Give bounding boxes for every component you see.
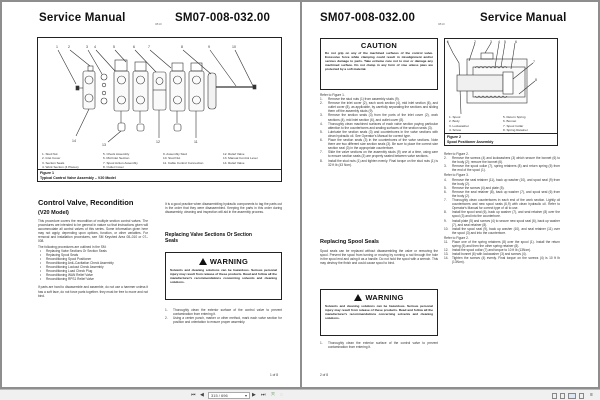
page-number: 2 of 8	[320, 373, 328, 377]
legend-col-1: 1. Stud Nut 2. Inlet Cover 3. Section Seals 4. Work Section (4 Places)	[42, 152, 79, 169]
step-item: 3. Remove the spool collar (7), spring retainers (8) and return spring (5) from the end of the spool (1).	[444, 164, 560, 173]
header-date: 0810	[155, 22, 162, 26]
steps-list	[165, 308, 282, 324]
step-item: 14. Tighten the screws (4) evenly. Final torque on the screws (4) is 10 ft lb (13N•m).	[444, 256, 560, 265]
step-item: 1. Thoroughly clean the exterior surface of the control valve to prevent contamination from entering it.	[320, 341, 438, 350]
svg-text:6: 6	[515, 40, 517, 44]
subsection-heading: Replacing Valve Sections Or Section Seals	[165, 232, 252, 244]
fit-page-icon[interactable]: ⤧	[271, 392, 276, 398]
list-item: • Replacing Valve Sections Or Section Seals	[38, 249, 148, 253]
warning-box: WARNING Solvents and cleaning solutions can be hazardous. Serious personal injury may result from release of these products. Read and follow all the manufacturer's recommendations concerning solvents and cleaning solutions.	[165, 252, 282, 300]
step-item: 9. Install plate (5) and screws (4) to secure new spool seal (6), back up washer (7), and seal retainer (8).	[444, 218, 560, 227]
intro-paragraph: This procedure covers the recondition of multiple section control valves. The procedures are intended to be general in nature so that instructions given will accommodate all control valves of this series. Some information given here may not apply, depending upon options, function, or other variables. For removal and installation procedures, see SM Keyshed Area 08–010 or 07–008.	[38, 219, 148, 244]
single-page-view-icon[interactable]	[552, 393, 557, 399]
header-title: Service Manual	[480, 12, 567, 24]
rotate-icon[interactable]: ◌	[280, 392, 283, 398]
header-doc-number: SM07-008-032.00	[175, 12, 271, 24]
svg-text:7: 7	[148, 45, 150, 49]
step-item: 2. Remove the screws (4) and lockwashers (3) which secure the bonnet (6) to the body (2); remove the bonnet (6).	[444, 156, 560, 165]
warning-text: Solvents and cleaning solutions can be hazardous. Serious personal injury may result from release of these products. Read and follow all the manufacturer's recommendations concerning solvents and cleaning solutions.	[170, 268, 277, 284]
two-page-view-icon[interactable]	[568, 393, 576, 399]
step-item: 11. Place one of the spring retainers (8) over the spool (1). Install the return spring (5) and then the other spring retainer (8).	[444, 239, 560, 249]
step-item: 2. Using a center punch, marker or other method, mark each valve section for position and orientation to ensure proper assembly.	[165, 316, 282, 325]
step-item: 6. Remove the seal retainer (8), back up washer (7), and spool seal (6) from the body (2).	[444, 189, 560, 198]
step-item: 5. Lubricate the section seals (3) and counterbores in the valve sections with clean hydraulic oil. See Operator's Manual for correct type.	[320, 129, 438, 138]
svg-text:1: 1	[447, 40, 449, 44]
svg-text:4: 4	[94, 45, 96, 49]
header-doc-number: SM07-008-032.00	[320, 12, 416, 24]
control-valve-diagram	[38, 38, 283, 148]
step-item: 4. Remove the seal retainer (11), back up washer (10), and spool seal (9) from the body (2).	[444, 177, 560, 186]
right-column-intro: It is a good practice when disassembling hydraulic components to tag the parts out in the order that they were disassembled. Keeping the parts in this order during disassembly, cleaning and inspection will aid in the assembly process.	[165, 202, 282, 215]
svg-text:2: 2	[474, 40, 476, 44]
svg-text:7: 7	[533, 60, 535, 64]
svg-text:10: 10	[232, 45, 236, 49]
warning-box: WARNING Solvents and cleaning solutions can be hazardous. Serious personal injury may result from release of these products. Read and follow all the manufacturer's recommendations concerning solvents and cleaning solutions.	[320, 289, 438, 336]
caution-box	[320, 38, 438, 90]
svg-text:4: 4	[498, 40, 500, 44]
caution-text: Do not grip on any of the machined surfaces of the control valve. Excessive force while clamping could result in misalignment and/or serious damage to parts. Take extreme care not to mar or damage any machined surface. Do not clamp in any form of vise unless jaws are protected by a soft material.	[325, 51, 433, 71]
warning-text: Solvents and cleaning solutions can be hazardous. Serious personal injury may result from release of these products. Read and follow all the manufacturer's recommendations concerning solvents and cleaning solutions.	[325, 304, 433, 320]
left-column-text	[38, 219, 148, 298]
svg-text:6: 6	[133, 45, 135, 49]
list-item: • Reconditioning RPS1 Relief Valve	[38, 277, 148, 281]
step-item: 10. Install the spool seal (9), back up washer (10), and seal retainer (11) over the spool (3) and into the counterbore.	[444, 226, 560, 235]
svg-text:12: 12	[156, 140, 160, 144]
step-item: 6. Place the section seals (3) in the counterbores of the valve sections. Note there are two different size section seals (3). Be sure to place the correct size section seal (3) in the appropriate counterbore.	[320, 138, 438, 151]
svg-text:13: 13	[102, 143, 106, 147]
svg-text:5: 5	[113, 45, 115, 49]
list-item: • Reconditioning Lockout Check Assembly	[38, 265, 148, 269]
svg-text:3: 3	[490, 40, 492, 44]
legend-col-2: 5. Check Assembly 6. Mid Inlet Section 7. Spool Action Assembly 8. Outlet Cover	[103, 152, 138, 169]
spool-positioner-diagram	[445, 39, 559, 114]
callout-1: 1	[56, 45, 58, 49]
list-item: • Replacing Spool Seals	[38, 253, 148, 257]
step-item: 7. Slide the valve sections on the assembly studs (9) one at a time, using care to ensure section seals (3) are properly seated between valve sections.	[320, 150, 438, 159]
figure-2-caption: Figure 2 Spool Positioner Assembly	[445, 133, 557, 145]
step-item: 8. Install the stud nuts (1) and tighten evenly. Final torque on the stud nuts (1) is 32 ft lb (43 N•m).	[320, 158, 438, 167]
list-item: • Reconditioning Anti–Cavitation Check Assembly	[38, 261, 148, 265]
two-page-continuous-view-icon[interactable]	[579, 393, 584, 399]
step-item: 8. Install the spool seal (6), back up washer (7), and seal retainer (8) over the spool (3) and into the counterbore.	[444, 210, 560, 219]
step-item: 4. Thoroughly clean machined surfaces of each valve section paying particular attention to the counterbores and sealing surfaces of the section seals (3).	[320, 121, 438, 130]
dropdown-arrow-icon[interactable]: ▾	[244, 392, 247, 398]
viewer-toolbar	[0, 389, 600, 400]
next-page-button[interactable]: ▶	[252, 392, 256, 398]
page-2	[302, 2, 598, 387]
step-item: 1. Remove the stud nuts (1) from assembly studs (9).	[320, 97, 400, 102]
legend-col-4: 12. Relief Valve 13. Manual Control Lever 14. Relief Valve	[223, 152, 258, 165]
legend-col-3: 9. Assembly Stud 10. Stud Nut 11. Cable Control Connection	[163, 152, 204, 165]
header-date: 0810	[438, 22, 445, 26]
page-number: 1 of 8	[270, 373, 278, 377]
section-heading: Control Valve, Recondition	[38, 198, 134, 207]
warning-icon	[354, 294, 362, 301]
warning-icon	[199, 258, 207, 265]
steps-column-c: Refer to Figure 2. 2. Remove the screws (4) and lockwashers (3) which secure the bonnet (6) to the body (2); remove the bonnet (6). 3. Remove the spool collar (7), spring retainers (8) and return spring (5) from the end of the spool (1). Refer to Figure 3. 4. Remove the seal retainer (11), back up washer (10), and spool seal (9) from the body (2). 5. Remove the screws (4) and plate (5). 6. Remove the seal retainer (8), back up washer (7), and spool seal (6) from the body (2). 7. Thoroughly clean counterbores in each end of the work section. Lightly oil counterbores and new spool seals (6,9) with clean hydraulic oil. Refer to Operator's Manual for correct type of oil to use. 8. Install the spool seal (6), back up washer (7), and seal retainer (8) over the spool (3) and into the counterbore. 9. Install plate (5) and screws (4) to secure new spool seal (6), back up washer (7), and seal retainer (8). 10. Install the spool seal (9), back up washer (10), and seal retainer (11) over the spool (3) and into the counterbore. Refer to Figure 2. 11. Place one of the spring retainers (8) over the spool (1). Install the return spring (5) and then the other spring retainer (8). 12. Install the spool collar (7) and torque to 10 ft lb (13N•m). 13. Install bonnet (6) with lockwasher (3) and screws (4). 14. Tighten the screws (4) evenly. Final torque on the screws (4) is 10 ft lb (13N•m).	[444, 152, 560, 265]
figure-1	[37, 37, 282, 182]
figure-2	[444, 38, 558, 146]
svg-text:9: 9	[208, 45, 210, 49]
steps-column-a: Refer to Figure 1. 1. Remove the stud nuts (1) from assembly studs (9). 2. Remove the inlet cover (2), each work section (4), mid inlet section (6), and outlet cover (8), as applicable, by carefully separating the sections and sliding them off the assembly studs (9). 3. Remove the section seals (3) from the ports of the inlet cover (2), work sections (4), mid inlet section (6), and outlet cover (8). 4. Thoroughly clean machined surfaces of each valve section paying particular attention to the counterbores and sealing surfaces of the section seals (3). 5. Lubricate the section seals (3) and counterbores in the valve sections with clean hydraulic oil. See Operator's Manual for correct type. 6. Place the section seals (3) in the counterbores of the valve sections. Note there are two different size section seals (3). Be sure to place the correct size section seal (3) in the appropriate counterbore. 7. Slide the valve sections on the assembly studs (9) one at a time, using care to ensure section seals (3) are properly seated between valve sections. 8. Install the stud nuts (1) and tighten evenly. Final torque on the stud nuts (1) is 32 ft lb (43 N•m).	[320, 93, 438, 167]
figure-1-caption: Figure 1 Typical Control Valve Assembly – V20 Model	[38, 169, 281, 181]
svg-text:5: 5	[504, 40, 506, 44]
svg-text:2: 2	[68, 45, 70, 49]
continuous-view-icon[interactable]	[560, 393, 565, 399]
list-item: • Reconditioning Spool Positioner	[38, 257, 148, 261]
procedures-list	[38, 249, 148, 282]
steps-column-b	[320, 341, 438, 349]
step-item: 12. Install the spool collar (7) and torque to 10 ft lb (13N•m).	[444, 248, 532, 253]
page-number-input[interactable]: 315 / 696 ▾	[208, 392, 250, 399]
subsection-heading: Replacing Spool Seals	[320, 239, 379, 245]
list-intro: The following procedures are outlined in the SM:	[38, 244, 107, 249]
step-item: 2. Remove the inlet cover (2), each work section (4), mid inlet section (6), and outlet cover (8), as applicable, by carefully separating the sections and sliding them off the assembly studs (9).	[320, 101, 438, 114]
svg-text:8: 8	[535, 78, 537, 82]
step-item: 5. Remove the screws (4) and plate (5).	[444, 185, 505, 190]
list-item: • Reconditioning WAN Relief Valve	[38, 273, 148, 277]
closing-paragraph: If parts are hard to disassemble and assemble, do not use a hammer unless it has a soft face, do not force parts together. they must be free to move and not bind.	[38, 285, 148, 298]
first-page-button[interactable]: ⏮	[191, 392, 196, 398]
caution-title: CAUTION	[360, 41, 398, 50]
svg-text:8: 8	[181, 45, 183, 49]
svg-text:3: 3	[86, 45, 88, 49]
last-page-button[interactable]: ⏭	[261, 392, 266, 398]
step-item: 3. Remove the section seals (3) from the ports of the inlet cover (2), work sections (4), mid inlet section (6), and outlet cover (8).	[320, 113, 438, 122]
list-item: • Reconditioning Load Check Plug	[38, 269, 148, 273]
svg-text:11: 11	[194, 140, 198, 144]
spool-intro: Spool seals can be replaced without disassembling the valve or removing the spool. Prevent the spool from turning or moving by running a rod through the hole in the spool end and using it as a handle. Do not hold the spool with a wrench. This may destroy the finish and could cause spool to bind.	[320, 249, 438, 266]
fig2-legend-col-1: 1. Spool 2. Body 3. Lockwasher 4. Screw	[449, 115, 469, 132]
page-1	[2, 2, 300, 387]
step-item: 13. Install bonnet (6) with lockwasher (3) and screws (4).	[444, 252, 527, 257]
menu-icon[interactable]: ≡	[590, 392, 593, 398]
step-item: 7. Thoroughly clean counterbores in each end of the work section. Lightly oil counterbores and new spool seals (6,9) with clean hydraulic oil. Refer to Operator's Manual for correct type of oil to use.	[444, 198, 560, 211]
fig2-legend-col-2: 5. Return Spring 6. Bonnet 7. Spool Collar 8. Spring Retainer	[503, 115, 528, 132]
svg-text:14: 14	[72, 139, 76, 143]
section-subheading: (V20 Model)	[38, 210, 69, 216]
prev-page-button[interactable]: ◀	[200, 392, 204, 398]
header-title: Service Manual	[39, 12, 126, 24]
step-item: 1. Thoroughly clean the exterior surface of the control valve to prevent contamination from entering it.	[165, 308, 282, 317]
